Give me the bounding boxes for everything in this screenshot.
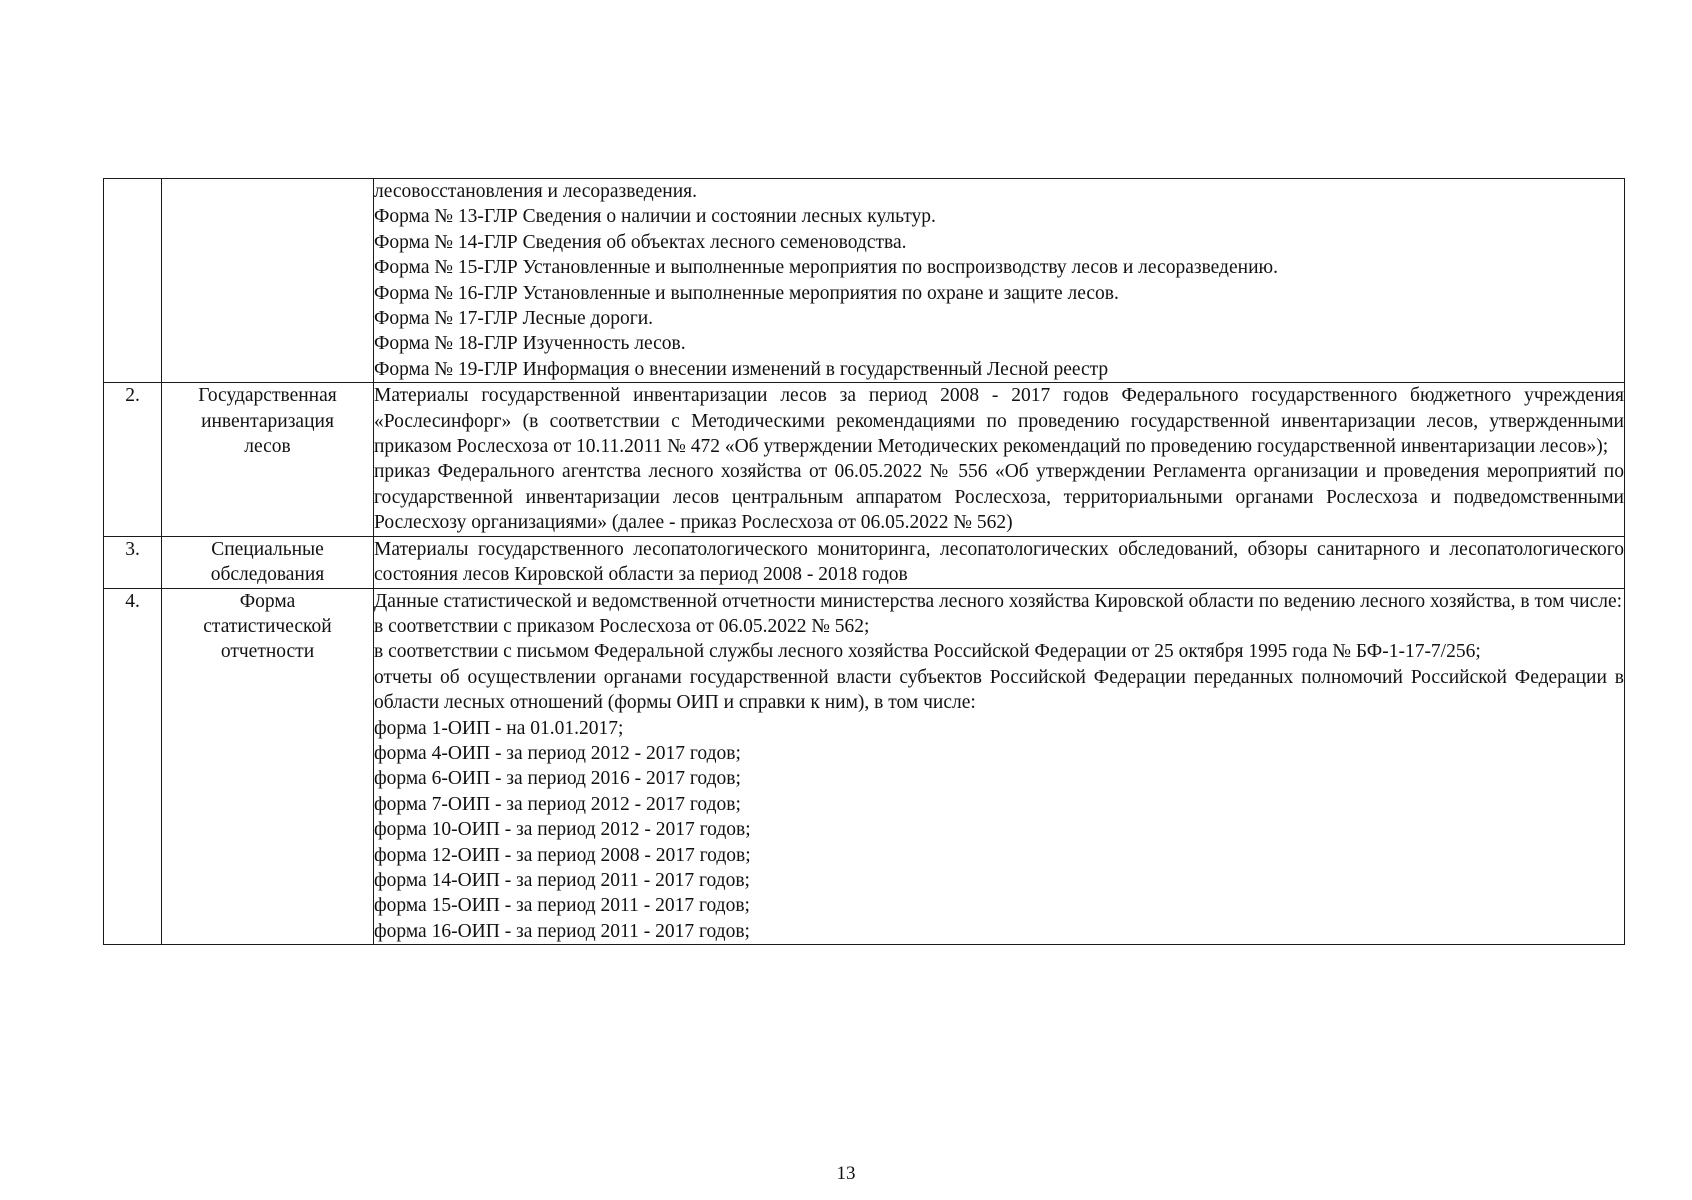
form-list-item: форма 10-ОИП - за период 2012 - 2017 годов; xyxy=(374,819,751,841)
form-list-item: форма 15-ОИП - за период 2011 - 2017 годов; xyxy=(374,895,750,917)
row-name-line: лесов xyxy=(244,436,291,458)
text-line: Форма № 18-ГЛР Изученность лесов. xyxy=(374,333,686,355)
row-name-cell xyxy=(162,383,374,536)
row-number-cell: 3. xyxy=(104,536,162,588)
form-list-item: форма 7-ОИП - за период 2012 - 2017 годов; xyxy=(374,793,741,815)
form-list-item: форма 1-ОИП - на 01.01.2017; xyxy=(374,717,624,739)
form-list-item: форма 16-ОИП - за период 2011 - 2017 годов; xyxy=(374,920,750,942)
row-sources-cell xyxy=(374,383,1625,536)
row-number-cell: 4. xyxy=(104,588,162,945)
row-name-line: отчетности xyxy=(220,641,315,663)
text-line: Форма № 17-ГЛР Лесные дороги. xyxy=(374,308,654,330)
table-row xyxy=(104,536,1625,588)
row-name-line: обследования xyxy=(210,564,325,586)
sources-table xyxy=(103,178,1625,945)
text-paragraph: приказ Федерального агентства лесного хозяйства от 06.05.2022 № 556 «Об утверждении Регламента организации и проведения мероприятий по государственной инвентаризации лесов центральным аппаратом Рослесхоза, территориальными органами Рослесхоза и подведомственными Рослесхозу организациями» (далее - приказ Рослесхоза от 06.05.2022 № 562) xyxy=(374,461,1624,534)
text-paragraph: в соответствии с приказом Рослесхоза от 06.05.2022 № 562; xyxy=(374,615,870,637)
form-list-item: форма 12-ОИП - за период 2008 - 2017 годов; xyxy=(374,844,751,866)
text-paragraph: Материалы государственной инвентаризации лесов за период 2008 - 2017 годов Федерального государственного бюджетного учреждения «Рослесинфорг» (в соответствии с Методическими рекомендациями по проведению государственной инвентаризации лесов, утвержденными приказом Рослесхоза от 10.11.2011 № 472 «Об утверждении Методических рекомендаций по проведению государственной инвентаризации лесов»); xyxy=(374,385,1624,458)
table-row xyxy=(104,179,1625,383)
text-line: Форма № 15-ГЛР Установленные и выполненные мероприятия по воспроизводству лесов и лесоразведению. xyxy=(374,257,1278,279)
row-name-line: статистической xyxy=(203,615,332,637)
row-name-cell xyxy=(162,179,374,383)
row-sources-cell xyxy=(374,536,1625,588)
text-line: Форма № 14-ГЛР Сведения об объектах лесного семеноводства. xyxy=(374,231,907,253)
form-list-item: форма 6-ОИП - за период 2016 - 2017 годов; xyxy=(374,768,741,790)
row-name-cell xyxy=(162,536,374,588)
page-number: 13 xyxy=(836,1163,856,1184)
row-name-line: Форма xyxy=(239,590,296,612)
text-line: Форма № 19-ГЛР Информация о внесении изменений в государственный Лесной реестр xyxy=(374,358,1109,380)
text-line: Форма № 16-ГЛР Установленные и выполненные мероприятия по охране и защите лесов. xyxy=(374,282,1119,304)
row-number-cell: 2. xyxy=(104,383,162,536)
row-name-cell xyxy=(162,588,374,945)
text-paragraph: в соответствии с письмом Федеральной службы лесного хозяйства Российской Федерации от 25 октября 1995 года № БФ-1-17-7/256; xyxy=(374,641,1481,663)
table-row xyxy=(104,383,1625,536)
row-sources-cell xyxy=(374,588,1625,945)
row-name-line: инвентаризация xyxy=(201,410,334,432)
form-list-item: форма 4-ОИП - за период 2012 - 2017 годов; xyxy=(374,742,741,764)
row-name-line: Специальные xyxy=(211,538,324,560)
row-name-line: Государственная xyxy=(198,385,337,407)
form-list-item: форма 14-ОИП - за период 2011 - 2017 годов; xyxy=(374,869,750,891)
text-line: Форма № 13-ГЛР Сведения о наличии и состоянии лесных культур. xyxy=(374,206,936,228)
row-number-cell xyxy=(104,179,162,383)
table-row xyxy=(104,588,1625,945)
text-paragraph: отчеты об осуществлении органами государственной власти субъектов Российской Федерации переданных полномочий Российской Федерации в области лесных отношений (формы ОИП и справки к ним), в том числе: xyxy=(374,666,1624,714)
text-paragraph: Данные статистической и ведомственной отчетности министерства лесного хозяйства Кировской области по ведению лесного хозяйства, в том числе: xyxy=(374,590,1623,612)
text-line: лесовосстановления и лесоразведения. xyxy=(374,181,698,202)
text-paragraph: Материалы государственного лесопатологического мониторинга, лесопатологических обследований, обзоры санитарного и лесопатологического состояния лесов Кировской области за период 2008 - 2018 годов xyxy=(374,538,1624,586)
row-sources-cell xyxy=(374,179,1625,383)
